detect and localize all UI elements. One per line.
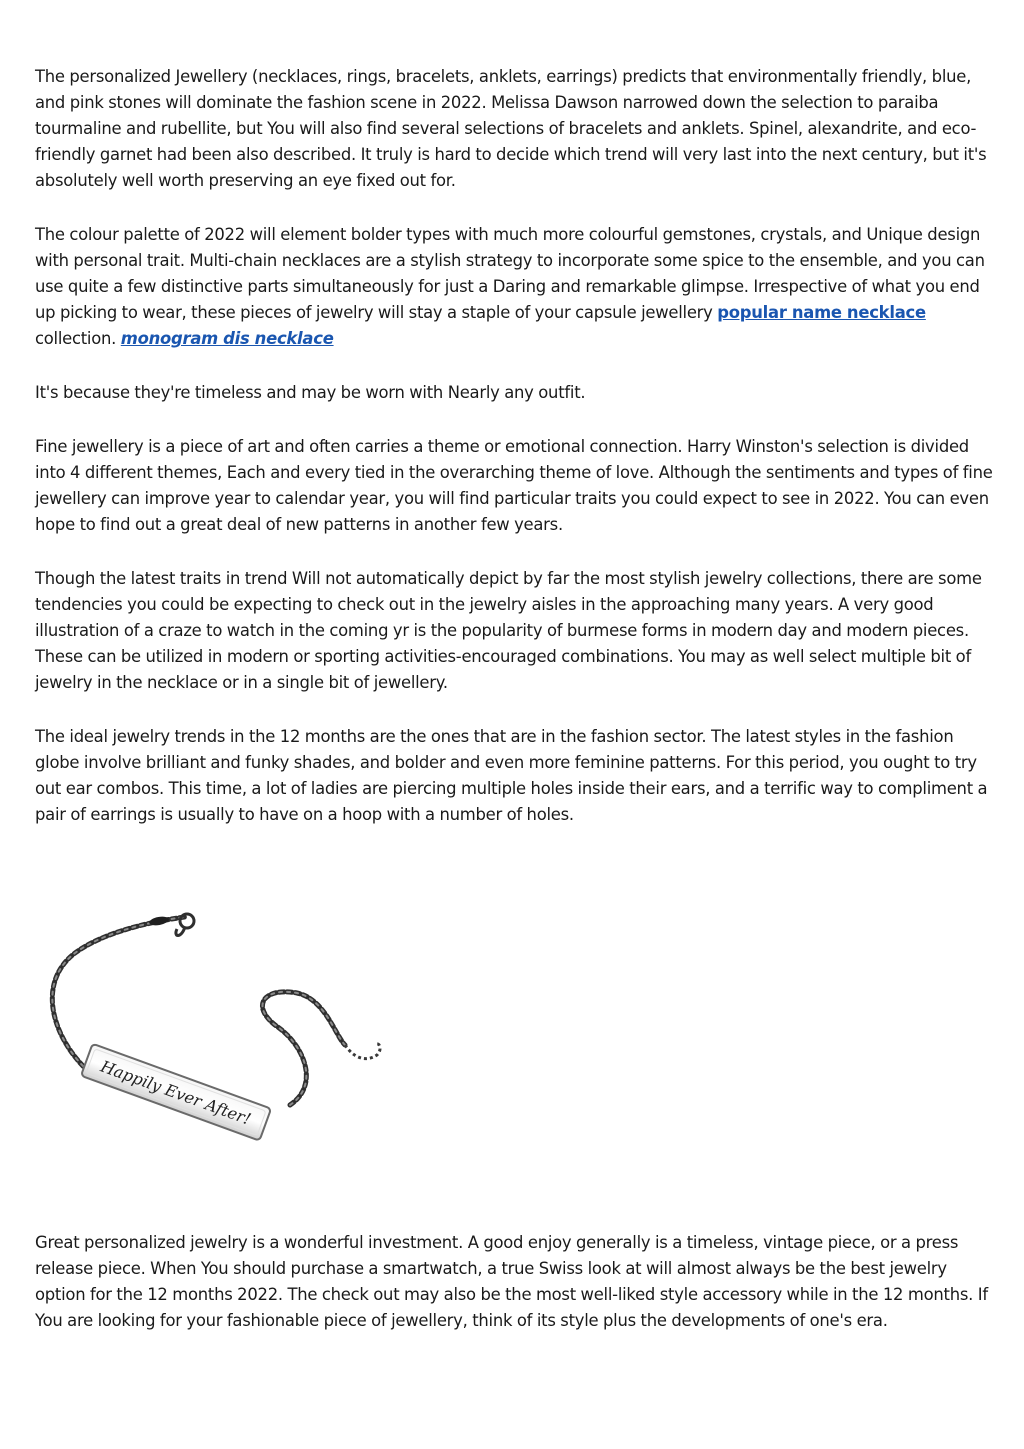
paragraph-3: It's because they're timeless and may be worn with Nearly any outfit. bbox=[35, 383, 586, 402]
paragraph-6: The ideal jewelry trends in the 12 months are the ones that are in the fashion sector. The latest styles in the fashion globe involve brilliant and funky shades, and bolder and even more feminine patterns. For this period, you ought to try out ear combos. This time, a lot of ladies are piercing multiple holes inside their ears, and a terrific way to compliment a pair of earrings is usually to have on a hoop with a number of holes. bbox=[35, 727, 988, 824]
monogram-dis-necklace-link[interactable]: monogram dis necklace bbox=[120, 329, 334, 348]
engraving-text: Happily Ever After! bbox=[98, 1056, 254, 1129]
paragraph-7: Great personalized jewelry is a wonderful investment. A good enjoy generally is a timeless, vintage piece, or a press release piece. When You should purchase a smartwatch, a true Swiss look at will almost always be the best jewelry option for the 12 months 2022. The check out may also be the most well-liked style accessory while in the 12 months. If You are looking for your fashionable piece of jewellery, think of its style plus the developments of one's era. bbox=[35, 1233, 988, 1330]
name-plate bbox=[81, 1044, 271, 1141]
paragraph-1: The personalized Jewellery (necklaces, rings, bracelets, anklets, earrings) predicts that environmentally friendly, blue, and pink stones will dominate the fashion scene in 2022. Melissa Dawson narrowed down the selection to paraiba tourmaline and rubellite, but You will also find several selections of bracelets and anklets. Spinel, alexandrite, and eco-friendly garnet had been also described. It truly is hard to decide which trend will very last into the next century, but it's absolutely well worth preserving an eye fixed out for. bbox=[35, 67, 987, 190]
article-body bbox=[35, 64, 993, 856]
bracelet-image bbox=[35, 895, 395, 1160]
chain-extension bbox=[345, 1044, 380, 1059]
bracelet-illustration bbox=[35, 895, 395, 1160]
article-closing bbox=[35, 1230, 993, 1362]
paragraph-4: Fine jewellery is a piece of art and often carries a theme or emotional connection. Harry Winston's selection is divided into 4 different themes, Each and every tied in the overarching theme of love. Although the sentiments and types of fine jewellery can improve year to calendar year, you will find particular traits you could expect to see in 2022. You can even hope to find out a great deal of new patterns in another few years. bbox=[35, 437, 993, 534]
popular-name-necklace-link[interactable]: popular name necklace bbox=[717, 303, 926, 322]
clasp-ring bbox=[180, 914, 194, 928]
paragraph-2 bbox=[35, 222, 993, 352]
paragraph-5: Though the latest traits in trend Will not automatically depict by far the most stylish jewelry collections, there are some tendencies you could be expecting to check out in the jewelry aisles in the approaching many years. A very good illustration of a craze to watch in the coming yr is the popularity of burmese forms in modern day and modern pieces. These can be utilized in modern or sporting activities-encouraged combinations. You may as well select multiple bit of jewelry in the necklace or in a single bit of jewellery. bbox=[35, 569, 982, 692]
paragraph-2-text: The colour palette of 2022 will element bolder types with much more colourful gemstones, crystals, and Unique design with personal trait. Multi-chain necklaces are a stylish strategy to incorporate some spice to the ensemble, and you can use quite a few distinctive parts simultaneously for just a Daring and remarkable glimpse. Irrespective of what you end up picking to wear, these pieces of jewelry will stay a staple of your capsule jewellery bbox=[35, 225, 985, 322]
chain-right bbox=[262, 992, 345, 1105]
paragraph-2-mid: collection. bbox=[35, 329, 121, 348]
